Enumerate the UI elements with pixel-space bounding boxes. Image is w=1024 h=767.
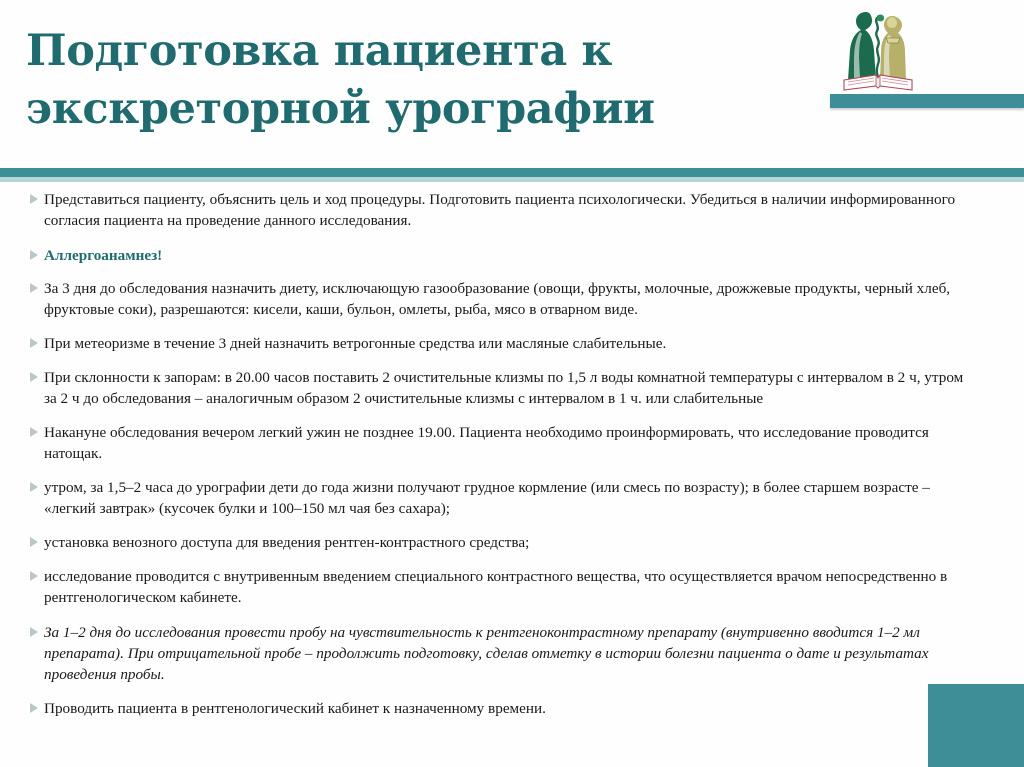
triangle-glyph <box>30 194 38 204</box>
bullet-triangle-icon <box>0 278 44 293</box>
bullet-text-venous-access: установка венозного доступа для введения рентген-контрастного средства; <box>44 534 530 551</box>
bullet-item-constipation <box>0 367 1024 409</box>
bullet-triangle-icon <box>0 245 44 260</box>
title-divider-bar <box>0 168 1024 177</box>
triangle-glyph <box>30 372 38 382</box>
bullet-item-sensitivity-test <box>0 622 1024 685</box>
bullet-item-contrast-injection <box>0 566 1024 608</box>
bullet-text-allergy-history: Аллергоанамнез! <box>44 247 163 264</box>
triangle-glyph <box>30 338 38 348</box>
bullet-text-evening-before: Накануне обследования вечером легкий ужин не позднее 19.00. Пациента необходимо проинформировать, что исследование проводится натощак. <box>44 424 929 462</box>
triangle-glyph <box>30 427 38 437</box>
bullet-triangle-icon <box>0 333 44 348</box>
bullet-item-intro <box>0 189 1024 231</box>
triangle-glyph <box>30 250 38 260</box>
title-divider-shadow <box>0 177 1024 182</box>
triangle-glyph <box>30 482 38 492</box>
bullet-text-contrast-injection: исследование проводится с внутривенным введением специального контрастного вещества, что осуществляется врачом непосредственно в рентгенологическом кабинете. <box>44 568 948 606</box>
bullet-triangle-icon <box>0 367 44 382</box>
triangle-glyph <box>30 627 38 637</box>
triangle-glyph <box>30 571 38 581</box>
bullet-item-evening-before <box>0 422 1024 464</box>
logo-accent-bar <box>830 94 1024 108</box>
bullet-item-morning-children <box>0 477 1024 519</box>
bullet-text-sensitivity-test: За 1–2 дня до исследования провести пробу на чувствительность к рентгеноконтрастному препарату (внутривенно вводится 1–2 мл препарата). При отрицательной пробе – продолжить подготовку, сделав отметку в истории болезни пациента о дате и результатах проведения пробы. <box>44 624 929 683</box>
slide-title <box>26 22 826 138</box>
triangle-glyph <box>30 283 38 293</box>
bullet-text-diet: За 3 дня до обследования назначить диету, исключающую газообразование (овощи, фрукты, молочные, дрожжевые продукты, черный хлеб, фруктовые соки), разрешаются: кисели, каши, бульон, омлеты, рыба, мясо в отварном виде. <box>44 280 951 318</box>
bullet-item-escort-patient <box>0 698 1024 719</box>
bullet-list <box>0 189 1024 719</box>
corner-accent-block <box>928 684 1024 767</box>
bullet-triangle-icon <box>0 477 44 492</box>
bullet-item-diet <box>0 278 1024 320</box>
slide-title-line-2: экскреторной урографии <box>26 84 655 134</box>
bullet-triangle-icon <box>0 622 44 637</box>
bullet-item-venous-access <box>0 532 1024 553</box>
bullet-triangle-icon <box>0 189 44 204</box>
bullet-triangle-icon <box>0 422 44 437</box>
emblem-asclepius-hygieia-on-book-icon <box>836 2 920 100</box>
triangle-glyph <box>30 703 38 713</box>
bullet-triangle-icon <box>0 698 44 713</box>
slide-title-line-1: Подготовка пациента к <box>26 26 613 76</box>
bullet-text-escort-patient: Проводить пациента в рентгенологический кабинет к назначенному времени. <box>44 700 546 717</box>
bullet-text-flatulence: При метеоризме в течение 3 дней назначить ветрогонные средства или масляные слабительные. <box>44 335 667 352</box>
bullet-item-flatulence <box>0 333 1024 354</box>
bullet-text-intro: Представиться пациенту, объяснить цель и ход процедуры. Подготовить пациента психологически. Убедиться в наличии информированного согласия пациента на проведение данного исследования. <box>44 191 956 229</box>
bullet-triangle-icon <box>0 532 44 547</box>
bullet-text-morning-children: утром, за 1,5–2 часа до урографии дети до года жизни получают грудное кормление (или смесь по возрасту); в более старшем возрасте – «легкий завтрак» (кусочек булки и 100–150 мл чая без сахара); <box>44 479 930 517</box>
bullet-text-constipation: При склонности к запорам: в 20.00 часов поставить 2 очистительные клизмы по 1,5 л воды комнатной температуры с интервалом в 2 ч, утром за 2 ч до обследования – аналогичным образом 2 очистительные клизмы с интервалом в 1 ч. или слабительные <box>44 369 964 407</box>
bullet-item-allergy-history <box>0 245 1024 266</box>
triangle-glyph <box>30 537 38 547</box>
institution-logo <box>828 2 1024 112</box>
bullet-triangle-icon <box>0 566 44 581</box>
